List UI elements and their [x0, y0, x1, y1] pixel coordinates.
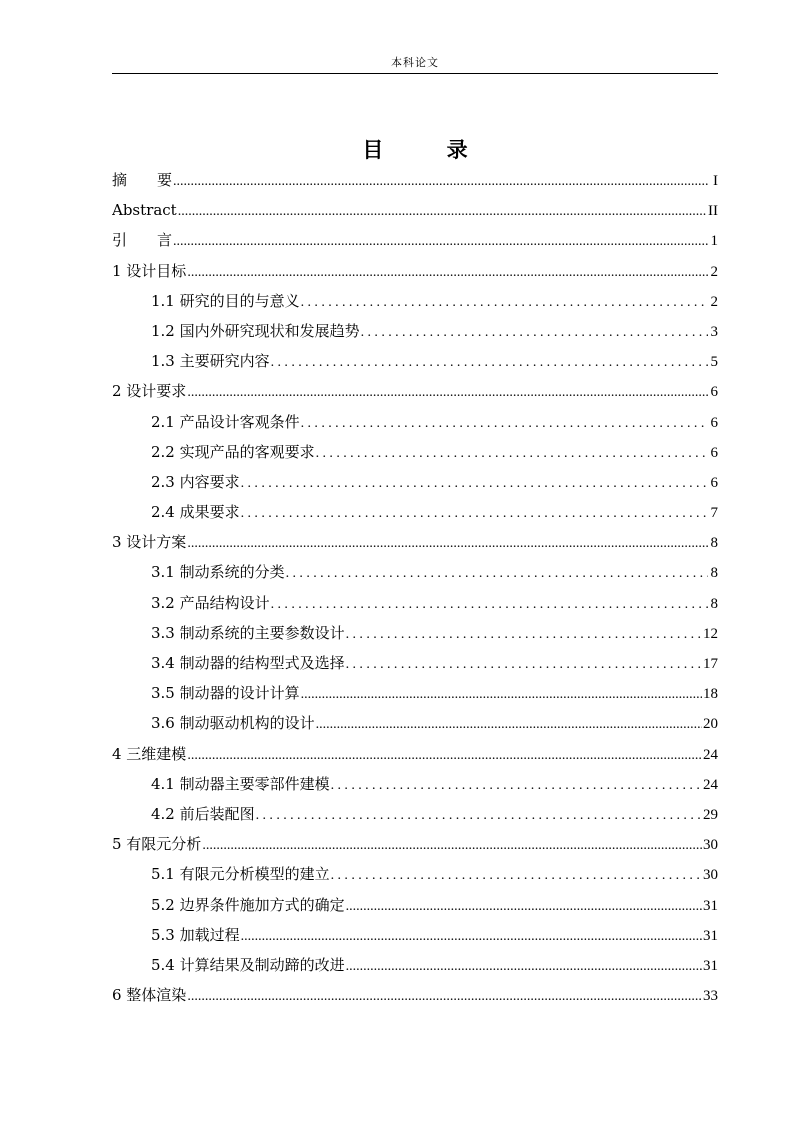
toc-entry[interactable] — [112, 316, 718, 346]
toc-entry[interactable] — [112, 890, 718, 920]
toc-entry-page-number: 2 — [710, 293, 718, 310]
toc-dot-leader — [187, 258, 708, 286]
toc-dot-leader — [301, 409, 708, 437]
toc-entry-page-number: 31 — [703, 927, 718, 944]
toc-dot-leader — [316, 439, 708, 467]
toc-entry-label: 3.4 制动器的结构型式及选择 — [151, 654, 345, 672]
toc-entry[interactable] — [112, 920, 718, 950]
toc-entry[interactable] — [112, 256, 718, 286]
toc-entry-label: 2.1 产品设计客观条件 — [151, 412, 300, 431]
toc-entry-page-number: 24 — [703, 746, 718, 763]
toc-dot-leader — [346, 952, 702, 980]
toc-entry-label: 2 设计要求 — [112, 382, 187, 401]
toc-entry-page-number: 8 — [710, 535, 718, 552]
toc-entry[interactable] — [112, 799, 718, 829]
toc-dot-leader — [187, 378, 708, 406]
toc-dot-leader — [241, 469, 708, 497]
toc-dot-leader — [187, 741, 702, 769]
toc-entry-label: Abstract — [112, 201, 177, 220]
toc-entry[interactable] — [112, 376, 718, 406]
toc-entry-label: 4.1 制动器主要零部件建模 — [151, 774, 330, 793]
toc-entry-page-number: 31 — [703, 897, 718, 914]
toc-dot-leader — [173, 167, 708, 195]
toc-entry-page-number: 29 — [703, 806, 718, 823]
toc-entry[interactable] — [112, 588, 718, 618]
toc-entry[interactable] — [112, 859, 718, 889]
toc-dot-leader — [316, 710, 702, 738]
toc-dot-leader — [346, 892, 702, 920]
toc-entry-page-number: 8 — [710, 565, 718, 582]
toc-entry[interactable] — [112, 769, 718, 799]
toc-title: 目 录 — [362, 137, 496, 162]
toc-dot-leader — [187, 982, 702, 1010]
toc-entry-label: 4.2 前后装配图 — [151, 804, 255, 823]
toc-entry-label: 2.2 实现产品的客观要求 — [151, 442, 315, 461]
toc-entry-label: 3.5 制动器的设计计算 — [151, 684, 300, 703]
toc-entry-label: 5 有限元分析 — [112, 835, 202, 854]
toc-entry[interactable] — [112, 346, 718, 376]
toc-entry-label: 3.6 制动驱动机构的设计 — [151, 714, 315, 733]
toc-entry-label: 摘 要 — [112, 171, 173, 189]
toc-entry-page-number: I — [713, 173, 718, 189]
toc-dot-leader — [241, 499, 708, 527]
toc-dot-leader — [346, 650, 702, 678]
toc-entry-label: 3.2 产品结构设计 — [151, 593, 270, 612]
toc-dot-leader — [178, 197, 707, 225]
toc-entry-label: 2.4 成果要求 — [151, 503, 240, 522]
toc-dot-leader — [301, 288, 708, 316]
toc-entry[interactable] — [112, 829, 718, 859]
toc-dot-leader — [271, 348, 708, 376]
table-of-contents — [112, 165, 718, 1010]
toc-entry-page-number: 6 — [710, 414, 718, 431]
toc-entry[interactable] — [112, 497, 718, 527]
toc-entry-page-number: 18 — [703, 686, 718, 703]
toc-entry-page-number: 5 — [710, 354, 718, 371]
toc-entry-page-number: 33 — [703, 988, 718, 1005]
toc-entry[interactable] — [112, 286, 718, 316]
toc-entry-label: 6 整体渲染 — [112, 986, 187, 1005]
toc-entry-page-number: 12 — [703, 625, 718, 642]
toc-entry-label: 引 言 — [112, 231, 173, 250]
toc-entry-page-number: 8 — [710, 595, 718, 612]
toc-entry-label: 4 三维建模 — [112, 744, 187, 763]
toc-entry-page-number: 7 — [710, 505, 718, 522]
toc-entry[interactable] — [112, 165, 718, 195]
toc-entry-label: 2.3 内容要求 — [151, 472, 240, 491]
toc-entry[interactable] — [112, 678, 718, 708]
toc-entry[interactable] — [112, 195, 718, 225]
toc-entry-label: 3.3 制动系统的主要参数设计 — [151, 623, 345, 642]
toc-entry-page-number: 6 — [710, 384, 718, 401]
toc-entry[interactable] — [112, 467, 718, 497]
toc-entry-page-number: 6 — [710, 474, 718, 491]
toc-entry-label: 3.1 制动系统的分类 — [151, 563, 285, 582]
toc-dot-leader — [286, 559, 708, 587]
running-head: 本科论文 — [391, 56, 439, 69]
toc-entry[interactable] — [112, 225, 718, 255]
toc-entry-page-number: 1 — [710, 233, 718, 250]
toc-entry-label: 5.4 计算结果及制动蹄的改进 — [151, 955, 345, 974]
toc-dot-leader — [331, 861, 702, 889]
toc-entry[interactable] — [112, 708, 718, 738]
toc-dot-leader — [202, 831, 702, 859]
toc-entry[interactable] — [112, 980, 718, 1010]
toc-dot-leader — [361, 318, 708, 346]
toc-entry-page-number: 30 — [703, 837, 718, 854]
toc-entry-label: 5.1 有限元分析模型的建立 — [151, 865, 330, 884]
toc-entry[interactable] — [112, 437, 718, 467]
toc-entry[interactable] — [112, 618, 718, 648]
toc-dot-leader — [256, 801, 702, 829]
toc-entry-page-number: 20 — [703, 716, 718, 733]
toc-dot-leader — [301, 680, 702, 708]
toc-dot-leader — [271, 590, 708, 618]
toc-entry[interactable] — [112, 739, 718, 769]
toc-dot-leader — [241, 922, 702, 950]
toc-entry-label: 1 设计目标 — [112, 261, 187, 280]
toc-dot-leader — [346, 620, 702, 648]
toc-entry-label: 5.2 边界条件施加方式的确定 — [151, 895, 345, 914]
toc-entry-label: 5.3 加载过程 — [151, 925, 240, 944]
toc-entry-page-number: 2 — [710, 263, 718, 280]
toc-entry-page-number: II — [708, 203, 718, 220]
toc-entry-page-number: 30 — [703, 867, 718, 884]
toc-entry[interactable] — [112, 527, 718, 557]
toc-entry[interactable] — [112, 950, 718, 980]
toc-entry[interactable] — [112, 557, 718, 587]
toc-entry-label: 3 设计方案 — [112, 533, 187, 552]
toc-entry-page-number: 31 — [703, 957, 718, 974]
toc-dot-leader — [187, 529, 708, 557]
toc-entry-page-number: 6 — [710, 444, 718, 461]
toc-entry-page-number: 24 — [703, 776, 718, 793]
toc-entry-label: 1.3 主要研究内容 — [151, 352, 270, 371]
toc-entry[interactable] — [112, 407, 718, 437]
toc-entry-page-number: 3 — [710, 323, 718, 340]
toc-entry[interactable] — [112, 648, 718, 678]
toc-entry-page-number: 17 — [703, 656, 718, 672]
toc-entry-label: 1.1 研究的目的与意义 — [151, 291, 300, 310]
toc-entry-label: 1.2 国内外研究现状和发展趋势 — [151, 321, 360, 340]
header-rule — [112, 73, 718, 74]
toc-dot-leader — [331, 771, 702, 799]
toc-dot-leader — [173, 227, 708, 255]
